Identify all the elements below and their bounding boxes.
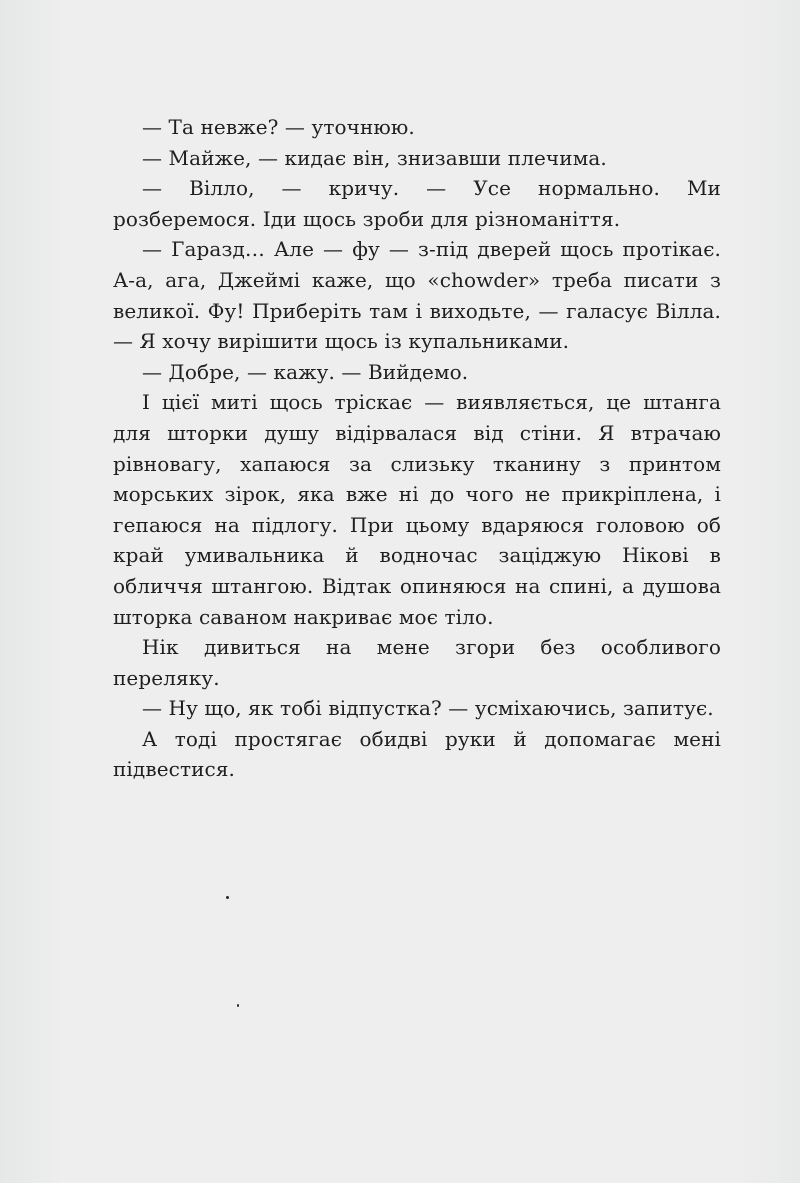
paragraph-9: А тоді простягає обидві руки й допомагає мені підвестися. xyxy=(113,726,721,782)
paragraph-7: Нік дивиться на мене згори без особливого переляку. xyxy=(113,635,721,690)
paragraph-1: — Та невже? — уточнюю. xyxy=(142,115,415,139)
paragraph-8: — Ну що, як тобі відпустка? — усміхаючись, запитує. xyxy=(142,696,714,721)
ink-speck xyxy=(226,896,229,899)
paragraph-4: — Гаразд… Але — фу — з-під дверей щось протікає. А-а, ага, Джеймі каже, що «chowder» треба писати з великої. Фу! Приберіть там і виходьте, — галасує Вілла. — Я хочу вирішити щось із купальниками. xyxy=(113,237,721,354)
paragraph-3: — Вілло, — кричу. — Усе нормально. Ми розберемося. Іди щось зроби для різноманіття. xyxy=(113,176,721,231)
paragraph-6: І цієї миті щось тріскає — виявляється, це штанга для шторки душу відірвалася від стіни. Я втрачаю рівновагу, хапаюся за слизьку тканину з принтом морських зірок, яка вже ні до чого не прикріплена, і гепаюся на підлогу. При цьому вдаряюся головою об край умивальника й водночас заціджую Нікові в обличчя штангою. Відтак опиняюся на спині, а душова шторка саваном накриває моє тіло. xyxy=(113,390,721,629)
ink-speck xyxy=(237,1004,239,1007)
paragraph-5: — Добре, — кажу. — Вийдемо. xyxy=(142,359,469,384)
page-text xyxy=(113,112,721,785)
paragraph-2: — Майже, — кидає він, знизавши плечима. xyxy=(142,145,607,170)
